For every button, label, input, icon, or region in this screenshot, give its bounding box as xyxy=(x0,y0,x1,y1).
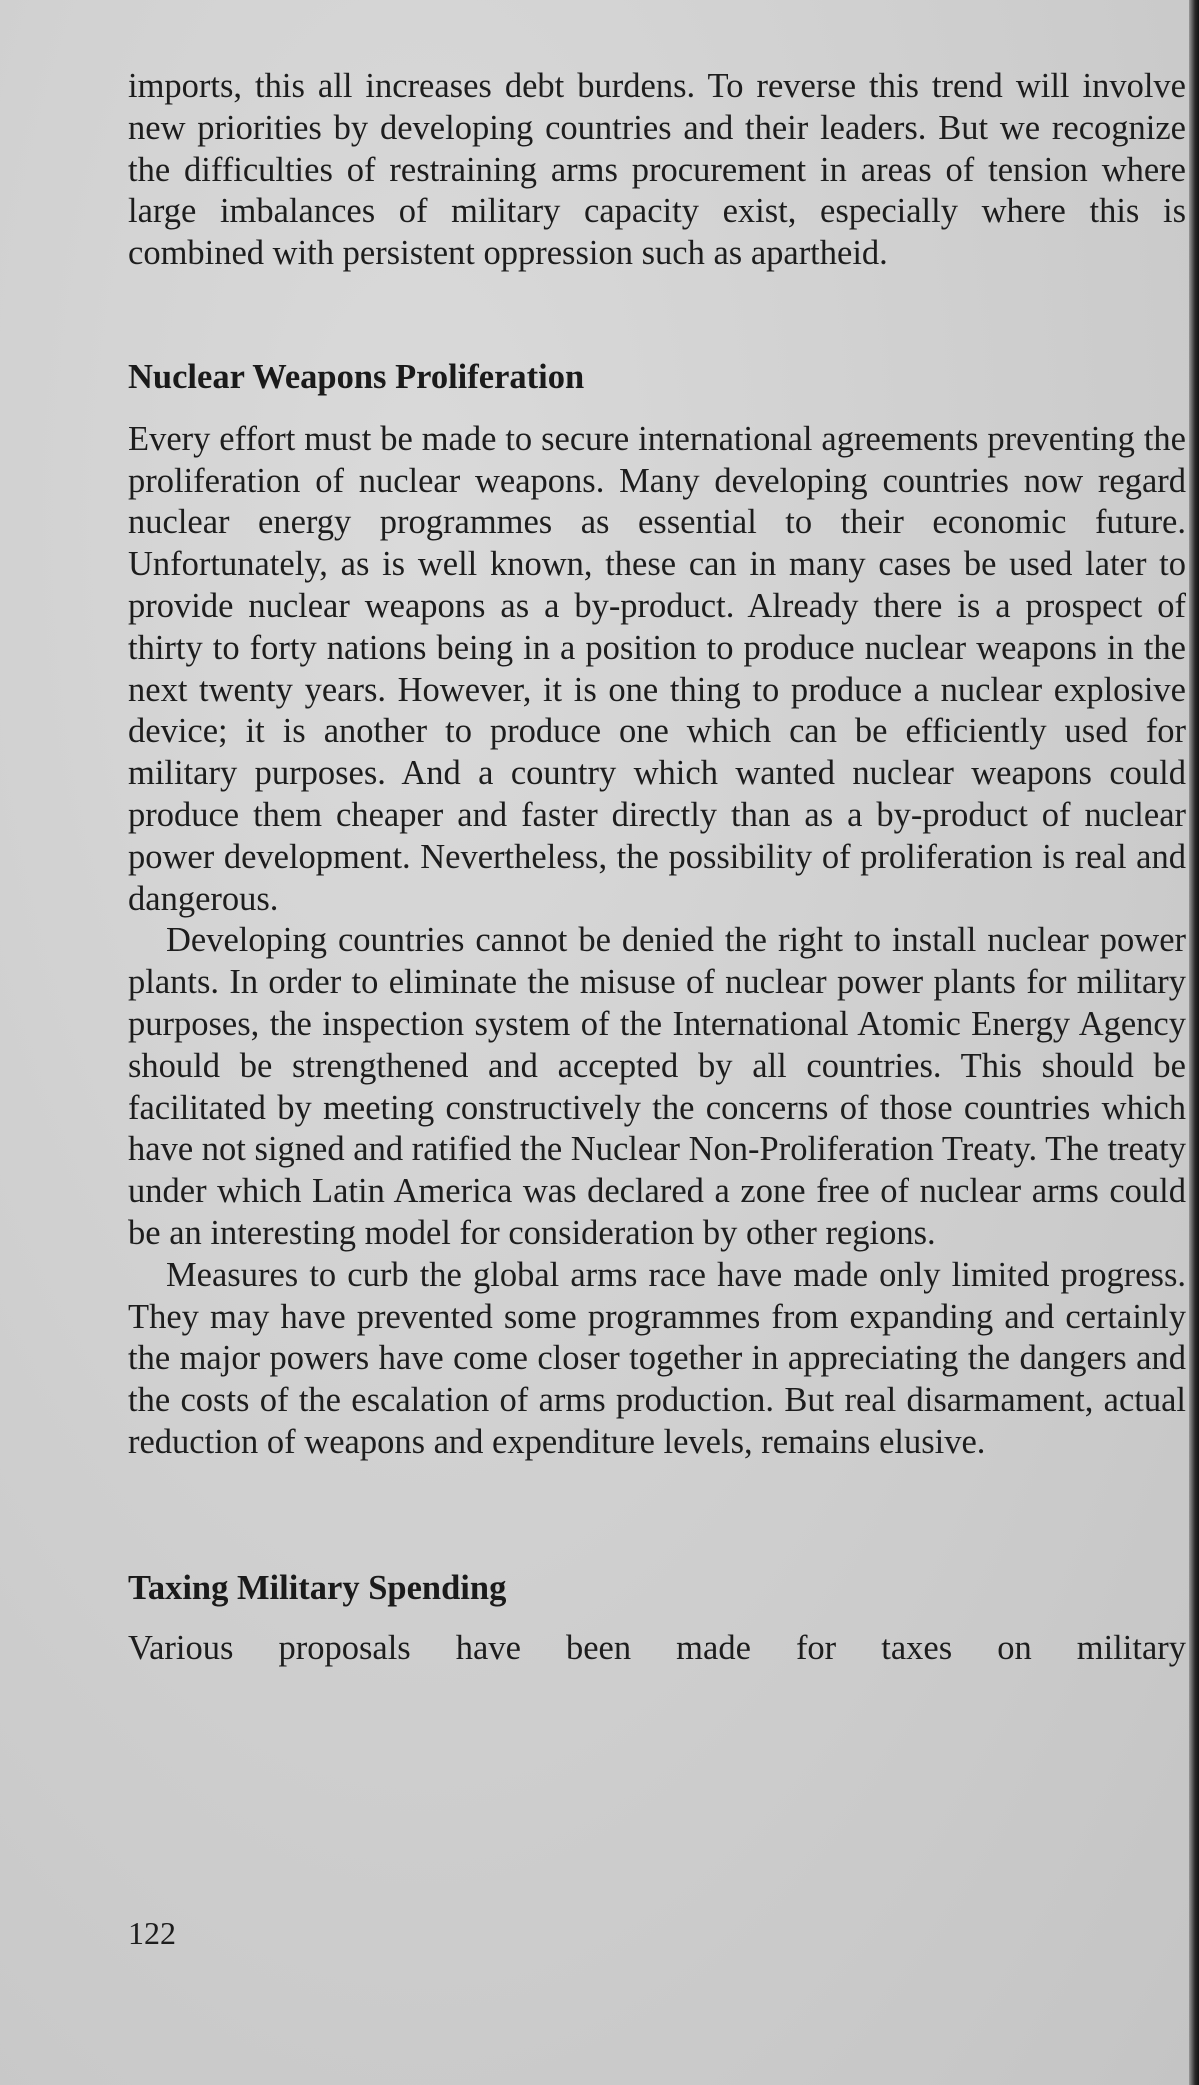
opening-paragraph: imports, this all increases debt burdens. To reverse this trend will involve new priorities by developing countries and their leaders. But we recognize the difficulties of restraining arms procurement in areas of tension where large imbalances of military capacity exist, especially where this is combined with persistent oppression such as apartheid. xyxy=(128,67,1186,273)
nuclear-paragraph-3: Measures to curb the global arms race have made only limited progress. They may have prevented some programmes from expanding and certainly the major powers have come closer together in appreciating the dangers and the costs of the escalation of arms production. But real disarmament, actual reduction of weapons and expenditure levels, remains elusive. xyxy=(128,1255,1186,1461)
section-heading-taxing: Taxing Military Spending xyxy=(128,1568,507,1607)
section-heading-nuclear: Nuclear Weapons Proliferation xyxy=(128,357,585,396)
taxing-paragraph-1: Various proposals have been made for taxes on military xyxy=(128,1628,1186,1667)
nuclear-paragraph-2: Developing countries cannot be denied the right to install nuclear power plants. In order to eliminate the misuse of nuclear power plants for military purposes, the inspection system of the International Atomic Energy Agency should be strengthened and accepted by all countries. This should be facilitated by meeting constructively the concerns of those countries which have not signed and ratified the Nuclear Non-Proliferation Treaty. The treaty under which Latin America was declared a zone free of nuclear arms could be an interesting model for consideration by other regions. xyxy=(128,921,1186,1252)
page-number: 122 xyxy=(128,1915,176,1951)
text-column xyxy=(128,66,1186,1669)
nuclear-paragraph-1: Every effort must be made to secure international agreements preventing the proliferation of nuclear weapons. Many developing countries now regard nuclear energy programmes as essential to their economic future. Unfortunately, as is well known, these can in many cases be used later to provide nuclear weapons as a by-product. Already there is a prospect of thirty to forty nations being in a position to produce nuclear weapons in the next twenty years. However, it is one thing to produce a nuclear explosive device; it is another to produce one which can be efficiently used for military purposes. And a country which wanted nuclear weapons could produce them cheaper and faster directly than as a by-product of nuclear power development. Nevertheless, the possibility of proliferation is real and dangerous. xyxy=(128,419,1186,918)
page-binding-edge xyxy=(1189,0,1199,2085)
